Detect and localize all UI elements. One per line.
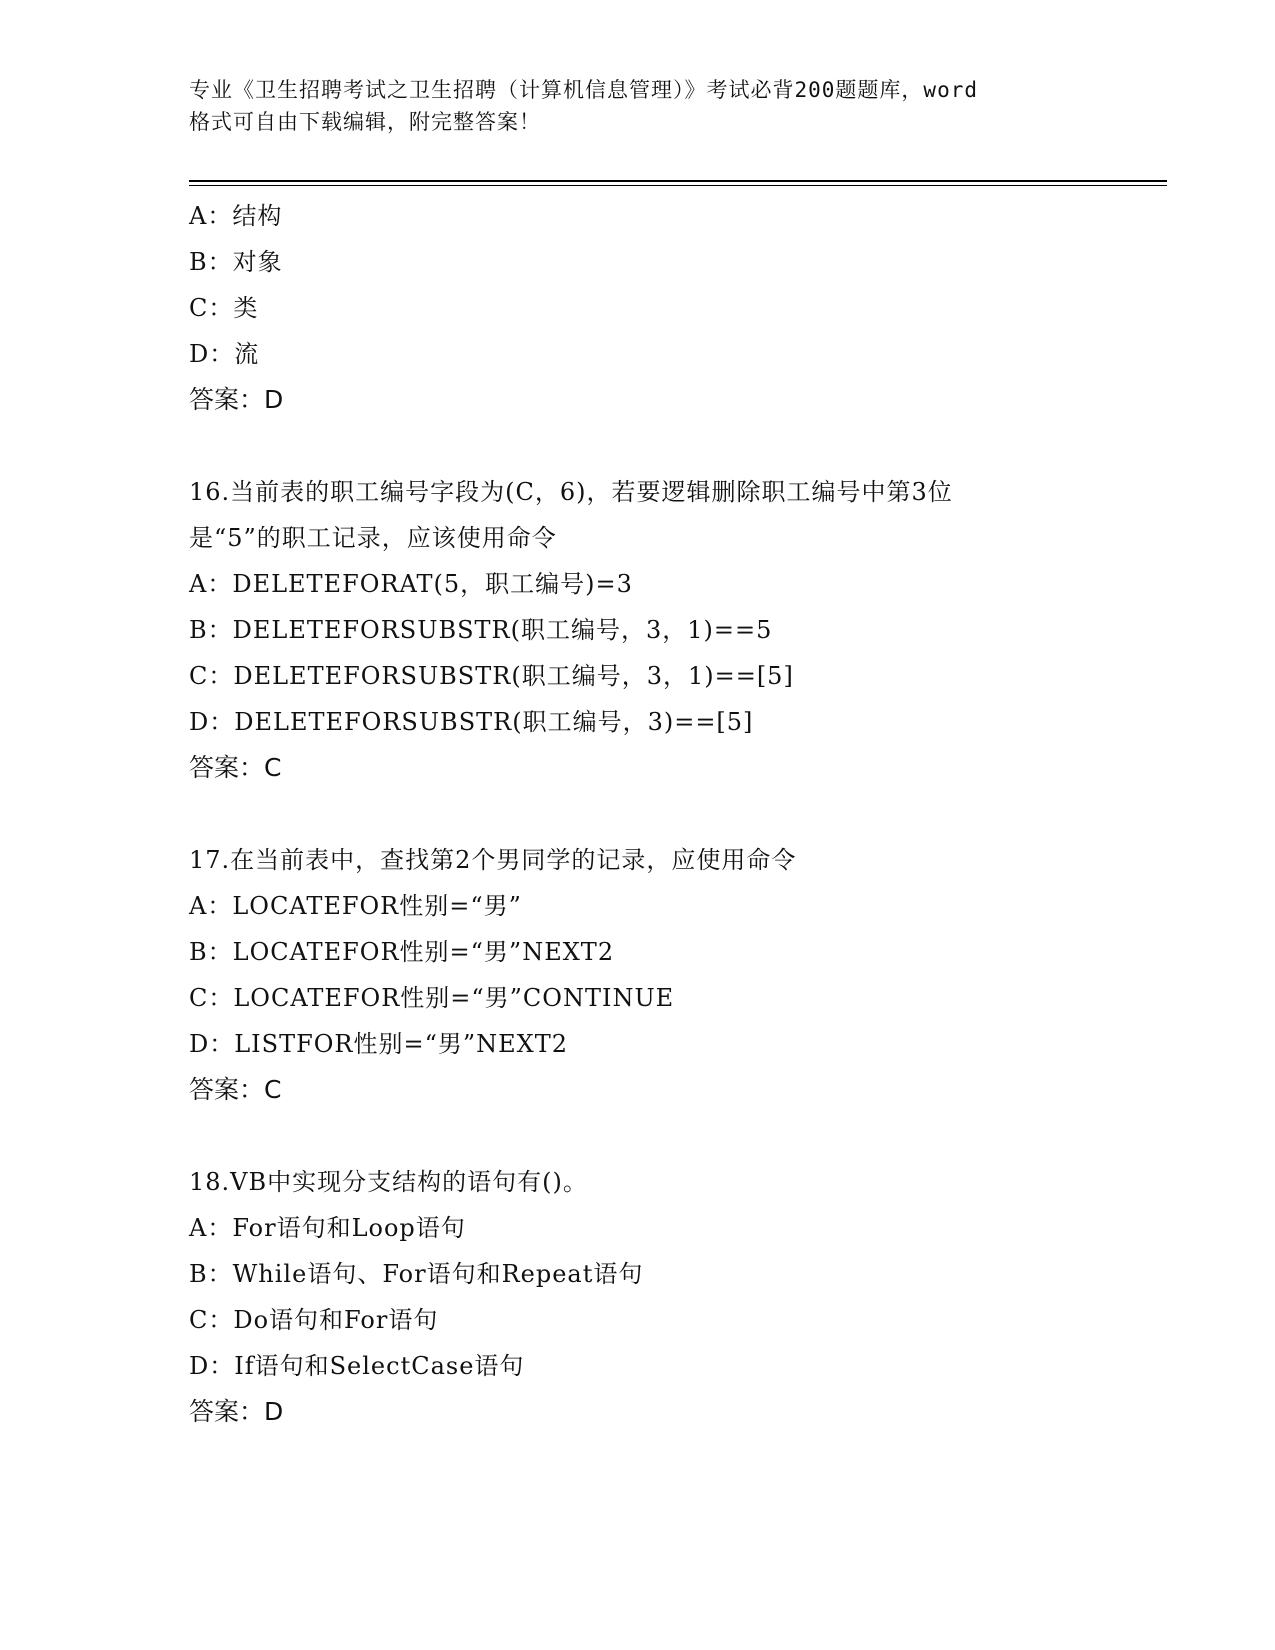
option-d: D：LISTFOR性别=“男”NEXT2	[189, 1030, 569, 1058]
option-b: B：While语句、For语句和Repeat语句	[189, 1260, 644, 1288]
option-d: D：DELETEFORSUBSTR(职工编号，3)==[5]	[189, 708, 754, 736]
header-divider-bottom	[189, 185, 1167, 186]
spacer	[189, 1113, 1179, 1159]
question-16-block	[189, 469, 1179, 791]
header-title-line-2: 格式可自由下载编辑，附完整答案！	[189, 110, 541, 134]
option-b: B：DELETEFORSUBSTR(职工编号，3，1)==5	[189, 616, 773, 644]
option-a: A：结构	[189, 202, 283, 230]
question-text-line-1: 18.VB中实现分支结构的语句有()。	[189, 1168, 588, 1196]
option-b: B：对象	[189, 248, 283, 276]
document-header	[189, 74, 1089, 138]
option-d: D：If语句和SelectCase语句	[189, 1352, 525, 1380]
option-c: C：LOCATEFOR性别=“男”CONTINUE	[189, 984, 675, 1012]
option-b: B：LOCATEFOR性别=“男”NEXT2	[189, 938, 615, 966]
answer-line: 答案：D	[189, 1397, 284, 1426]
option-c: C：Do语句和For语句	[189, 1306, 439, 1334]
option-a: A：DELETEFORAT(5，职工编号)=3	[189, 570, 633, 598]
option-c: C：类	[189, 294, 259, 322]
question-17-block	[189, 837, 1179, 1113]
prev-question-block	[189, 193, 1179, 423]
question-text-line-1: 16.当前表的职工编号字段为(C，6)，若要逻辑删除职工编号中第3位	[189, 478, 953, 506]
option-a: A：LOCATEFOR性别=“男”	[189, 892, 522, 920]
question-text-line-1: 17.在当前表中，查找第2个男同学的记录，应使用命令	[189, 846, 797, 874]
spacer	[189, 423, 1179, 469]
header-divider-top	[189, 180, 1167, 182]
answer-line: 答案：C	[189, 753, 282, 782]
option-d: D：流	[189, 340, 260, 368]
answer-line: 答案：C	[189, 1075, 282, 1104]
option-a: A：For语句和Loop语句	[189, 1214, 466, 1242]
spacer	[189, 791, 1179, 837]
question-list	[189, 193, 1179, 1435]
option-c: C：DELETEFORSUBSTR(职工编号，3，1)==[5]	[189, 662, 794, 690]
answer-line: 答案：D	[189, 385, 284, 414]
header-title-line-1: 专业《卫生招聘考试之卫生招聘（计算机信息管理）》考试必背200题题库，word	[189, 78, 978, 102]
question-18-block	[189, 1159, 1179, 1435]
question-text-line-2: 是“5”的职工记录，应该使用命令	[189, 524, 557, 552]
